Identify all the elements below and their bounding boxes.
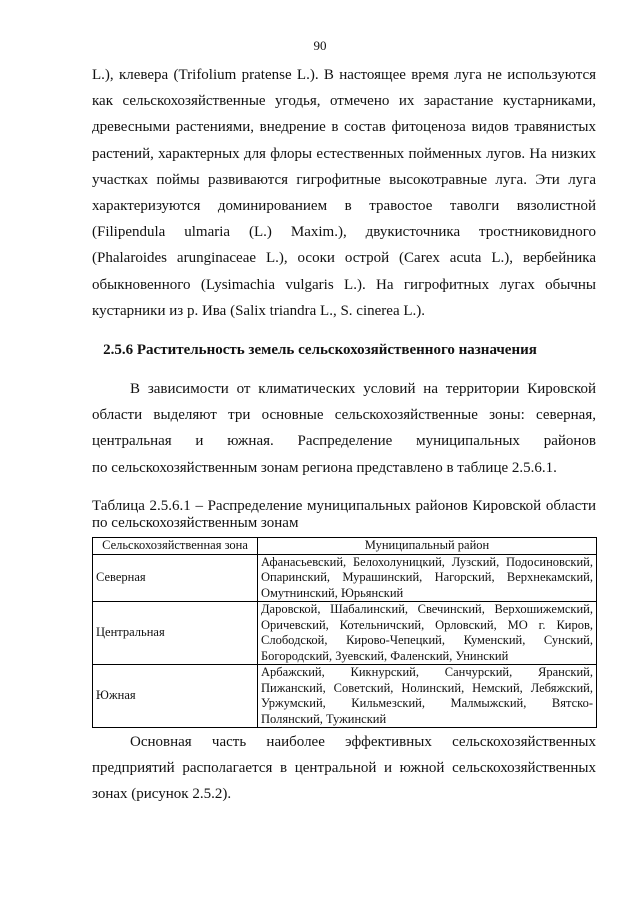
header-district: Муниципальный район xyxy=(258,538,597,555)
district-line: Арбажский, Кикнурский, Санчурский, Яранский, xyxy=(261,665,593,679)
intro-line: характеризуются доминированием в травостое таволги вязолистной xyxy=(92,198,596,215)
caption-line: по сельскохозяйственным зонам xyxy=(92,515,299,531)
closing-line: зонах (рисунок 2.5.2). xyxy=(92,786,232,803)
caption-line: Таблица 2.5.6.1 – Распределение муниципальных районов Кировской области xyxy=(92,498,596,514)
closing-paragraph xyxy=(92,729,596,808)
page-number: 90 xyxy=(313,38,327,53)
intro-paragraph xyxy=(92,62,596,324)
table-row xyxy=(93,602,597,665)
table-row xyxy=(93,665,597,728)
district-line: Омутнинский, Юрьянский xyxy=(261,585,404,600)
zones-paragraph xyxy=(92,376,596,481)
table-caption xyxy=(92,498,596,532)
intro-line: обыкновенного (Lysimachia vulgaris L.). На гигрофитных лугах обычны xyxy=(92,276,596,293)
district-line: Опаринский, Мурашинский, Нагорский, Верхнекамский, xyxy=(261,570,593,584)
districts-cell xyxy=(258,602,597,665)
table-row xyxy=(93,554,597,602)
zone-cell: Южная xyxy=(93,665,258,728)
district-line: Пижанский, Советский, Нолинский, Немский, Лебяжский, xyxy=(261,680,593,695)
zone-cell: Центральная xyxy=(93,602,258,665)
district-line: Уржумский, Кильмезский, Малмыжский, Вятско- xyxy=(261,696,593,710)
intro-line: L.), клевера (Trifolium pratense L.). В настоящее время луга не используются xyxy=(92,67,596,83)
district-line: Даровской, Шабалинский, Свечинский, Верхошижемский, xyxy=(261,602,593,616)
zones-line: области выделяют три основные сельскохозяйственные зоны: северная, xyxy=(92,407,596,424)
closing-line: Основная часть наиболее эффективных сельскохозяйственных xyxy=(130,734,596,750)
districts-cell xyxy=(258,554,597,602)
districts-table xyxy=(92,537,597,728)
intro-line: как сельскохозяйственные угодья, отмечено их зарастание кустарниками, xyxy=(92,93,596,110)
zone-cell: Северная xyxy=(93,554,258,602)
intro-line: (Filipendula ulmaria (L.) Maxim.), двукисточника тростниковидного xyxy=(92,224,596,241)
zones-line: В зависимости от климатических условий на территории Кировской xyxy=(130,381,596,397)
intro-line: растений, характерных для флоры естественных пойменных лугов. На низких xyxy=(92,145,596,162)
district-line: Оричевский, Котельничский, Орловский, МО г. Киров, xyxy=(261,617,593,632)
intro-line: (Phalaroides arunginaceae L.), осоки острой (Carex acuta L.), вербейника xyxy=(92,250,596,267)
section-heading: 2.5.6 Растительность земель сельскохозяйственного назначения xyxy=(103,342,537,358)
intro-line: участках поймы развиваются гигрофитные высокотравные луга. Эти луга xyxy=(92,171,596,188)
closing-line: предприятий располагается в центральной и южной сельскохозяйственных xyxy=(92,760,596,777)
header-zone: Сельскохозяйственная зона xyxy=(93,538,258,555)
zones-line: центральная и южная. Распределение муниципальных районов xyxy=(92,433,596,450)
district-line: Богородский, Зуевский, Фаленский, Унинский xyxy=(261,648,509,663)
district-line: Афанасьевский, Белохолуницкий, Лузский, Подосиновский, xyxy=(261,554,593,569)
table-header-row xyxy=(93,538,597,555)
zones-line: по сельскохозяйственным зонам региона представлено в таблице 2.5.6.1. xyxy=(92,459,557,476)
district-line: Полянский, Тужинский xyxy=(261,711,387,726)
intro-line: кустарники из р. Ива (Salix triandra L., S. cinerea L.). xyxy=(92,302,426,319)
intro-line: древесными растениями, внедрение в состав фитоценоза видов травянистых xyxy=(92,119,596,136)
district-line: Слободской, Кирово-Чепецкий, Куменский, Сунский, xyxy=(261,633,593,647)
districts-cell xyxy=(258,665,597,728)
